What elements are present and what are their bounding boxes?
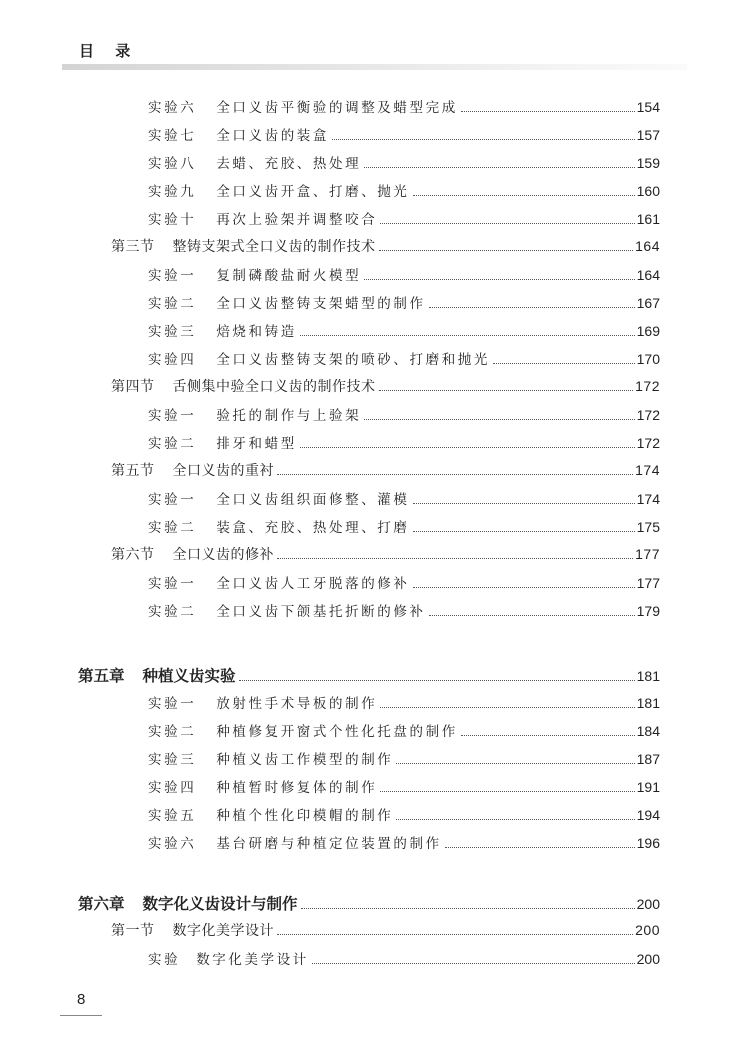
toc-leader-dots [300, 447, 635, 448]
toc-entry-number: 实验二 [148, 604, 197, 620]
toc-entry-title: 全口义齿下颌基托折断的修补 [216, 604, 426, 620]
header-rule [62, 64, 687, 70]
toc-entry-label [111, 920, 274, 940]
toc-leader-dots [277, 474, 633, 475]
toc-page-number: 172 [636, 435, 660, 451]
toc-entry-number: 实验八 [148, 156, 197, 172]
toc-entry-title: 全口义齿人工牙脱落的修补 [216, 576, 410, 592]
toc-entry-number: 实验一 [148, 408, 197, 424]
toc-entry-number: 第一节 [111, 923, 155, 939]
toc-page-number: 161 [636, 211, 660, 227]
toc-entry-number: 第四节 [111, 379, 155, 395]
toc-experiment-entry[interactable] [148, 292, 660, 320]
toc-entry-title: 全口义齿的装盒 [216, 128, 330, 144]
toc-entry-label [78, 892, 298, 914]
toc-entry-title: 焙烧和铸造 [216, 324, 297, 340]
toc-entry-label [148, 748, 393, 768]
toc-page-number: 200 [635, 922, 660, 938]
toc-leader-dots [379, 390, 634, 391]
toc-entry-number: 第五章 [78, 667, 125, 685]
toc-entry-label [148, 516, 410, 536]
toc-section-entry[interactable] [111, 920, 660, 948]
toc-page-number: 157 [636, 127, 660, 143]
toc-page-number: 184 [636, 723, 660, 739]
toc-leader-dots [380, 707, 634, 708]
toc-entry-label [148, 264, 361, 284]
toc-page-number: 169 [636, 323, 660, 339]
toc-page-number: 177 [635, 546, 660, 562]
toc-leader-dots [429, 307, 635, 308]
toc-entry-number: 实验一 [148, 696, 197, 712]
toc-leader-dots [301, 908, 635, 909]
toc-page-number: 170 [636, 351, 660, 367]
toc-entry-number: 实验三 [148, 752, 197, 768]
toc-experiment-entry[interactable] [148, 124, 660, 152]
toc-entry-label [148, 572, 410, 592]
toc-entry-number: 实验 [148, 952, 181, 968]
toc-entry-label [148, 804, 393, 824]
toc-leader-dots [332, 139, 635, 140]
toc-entry-title: 全口义齿整铸支架的喷砂、打磨和抛光 [216, 352, 491, 368]
toc-entry-label [148, 720, 458, 740]
toc-entry-number: 第六节 [111, 547, 155, 563]
toc-entry-title: 基台研磨与种植定位装置的制作 [216, 836, 442, 852]
toc-entry-title: 再次上验架并调整咬合 [216, 212, 378, 228]
toc-experiment-entry[interactable] [148, 264, 660, 292]
toc-section-entry[interactable] [111, 376, 660, 404]
toc-entry-title: 种植个性化印模帽的制作 [216, 808, 394, 824]
toc-entry-label [148, 776, 377, 796]
running-header: 目 录 [79, 42, 139, 60]
toc-entry-label [148, 348, 490, 368]
toc-entry-number: 实验三 [148, 324, 197, 340]
toc-leader-dots [396, 819, 634, 820]
toc-entry-number: 实验一 [148, 268, 197, 284]
toc-leader-dots [413, 587, 635, 588]
toc-leader-dots [445, 847, 635, 848]
toc-entry-title: 整铸支架式全口义齿的制作技术 [172, 239, 376, 255]
toc-entry-label [148, 948, 309, 968]
toc-entry-title: 放射性手术导板的制作 [216, 696, 378, 712]
toc-entry-label [148, 208, 377, 228]
toc-experiment-entry[interactable] [148, 692, 660, 720]
toc-leader-dots [277, 558, 633, 559]
toc-entry-title: 种植暂时修复体的制作 [216, 780, 378, 796]
toc-experiment-entry[interactable] [148, 600, 660, 628]
toc-leader-dots [429, 615, 635, 616]
toc-leader-dots [312, 963, 635, 964]
toc-experiment-entry[interactable] [148, 180, 660, 208]
toc-entry-title: 全口义齿开盒、打磨、抛光 [216, 184, 410, 200]
toc-entry-title: 排牙和蜡型 [216, 436, 297, 452]
toc-entry-label [111, 376, 376, 396]
toc-page-number: 167 [636, 295, 660, 311]
toc-page-number: 181 [636, 668, 660, 684]
toc-entry-number: 实验二 [148, 724, 197, 740]
toc-leader-dots [413, 531, 635, 532]
toc-page-number: 164 [635, 238, 660, 254]
toc-entry-title: 种植义齿工作模型的制作 [216, 752, 394, 768]
toc-experiment-entry[interactable] [148, 348, 660, 376]
toc-leader-dots [396, 763, 634, 764]
toc-experiment-entry[interactable] [148, 404, 660, 432]
toc-page-number: 160 [636, 183, 660, 199]
toc-entry-number: 实验二 [148, 520, 197, 536]
toc-entry-number: 实验九 [148, 184, 197, 200]
toc-entry-label [148, 124, 329, 144]
toc-leader-dots [364, 419, 634, 420]
toc-leader-dots [413, 503, 635, 504]
toc-entry-number: 实验一 [148, 576, 197, 592]
toc-page-number: 187 [636, 751, 660, 767]
toc-page-number: 154 [636, 99, 660, 115]
toc-entry-label [78, 664, 236, 686]
toc-entry-title: 全口义齿组织面修整、灌模 [216, 492, 410, 508]
toc-entry-number: 实验二 [148, 436, 197, 452]
toc-experiment-entry[interactable] [148, 776, 660, 804]
toc-entry-title: 全口义齿的重衬 [172, 463, 274, 479]
toc-entry-label [148, 404, 361, 424]
toc-entry-title: 数字化美学设计 [172, 923, 274, 939]
toc-entry-number: 第三节 [111, 239, 155, 255]
toc-page-number: 159 [636, 155, 660, 171]
toc-page-number: 194 [636, 807, 660, 823]
toc-entry-title: 验托的制作与上验架 [216, 408, 362, 424]
toc-page-number: 200 [636, 951, 660, 967]
toc-section-entry[interactable] [111, 460, 660, 488]
toc-page-number: 174 [636, 491, 660, 507]
toc-leader-dots [413, 195, 635, 196]
toc-entry-label [148, 180, 410, 200]
toc-entry-title: 舌侧集中验全口义齿的制作技术 [172, 379, 376, 395]
toc-leader-dots [300, 335, 635, 336]
toc-page-number: 164 [636, 267, 660, 283]
toc-entry-number: 第六章 [78, 895, 125, 913]
toc-page-number: 174 [635, 462, 660, 478]
toc-chapter-entry[interactable] [78, 664, 660, 692]
toc-entry-title: 种植修复开窗式个性化托盘的制作 [216, 724, 458, 740]
toc-entry-label [148, 320, 297, 340]
toc-experiment-entry[interactable] [148, 748, 660, 776]
toc-experiment-entry[interactable] [148, 208, 660, 236]
toc-entry-number: 实验五 [148, 808, 197, 824]
page-number: 8 [77, 991, 86, 1008]
toc-entry-number: 实验六 [148, 100, 197, 116]
toc-entry-number: 实验一 [148, 492, 197, 508]
toc-entry-label [111, 236, 376, 256]
toc-entry-label [148, 488, 410, 508]
toc-experiment-entry[interactable] [148, 804, 660, 832]
toc-entry-number: 实验四 [148, 780, 197, 796]
toc-experiment-entry[interactable] [148, 432, 660, 460]
toc-entry-number: 实验六 [148, 836, 197, 852]
toc-experiment-entry[interactable] [148, 488, 660, 516]
toc-entry-label [148, 692, 377, 712]
toc-entry-title: 去蜡、充胶、热处理 [216, 156, 362, 172]
toc-page-number: 191 [636, 779, 660, 795]
toc-page-number: 200 [636, 896, 660, 912]
toc-page-number: 181 [636, 695, 660, 711]
toc-entry-title: 数字化义齿设计与制作 [142, 895, 298, 913]
toc-entry-title: 全口义齿整铸支架蜡型的制作 [216, 296, 426, 312]
toc-experiment-entry[interactable] [148, 720, 660, 748]
toc-entry-title: 复制磷酸盐耐火模型 [216, 268, 362, 284]
toc-entry-label [148, 292, 426, 312]
toc-page-number: 177 [636, 575, 660, 591]
toc-experiment-entry[interactable] [148, 96, 660, 124]
toc-leader-dots [380, 791, 634, 792]
toc-leader-dots [493, 363, 635, 364]
toc-leader-dots [379, 250, 634, 251]
toc-entry-label [148, 600, 426, 620]
toc-page-number: 172 [635, 378, 660, 394]
toc-entry-label [148, 432, 297, 452]
toc-leader-dots [364, 167, 634, 168]
toc-leader-dots [239, 680, 635, 681]
toc-experiment-entry[interactable] [148, 152, 660, 180]
toc-entry-number: 实验七 [148, 128, 197, 144]
toc-entry-title: 全口义齿的修补 [172, 547, 274, 563]
toc-entry-number: 实验十 [148, 212, 197, 228]
toc-entry-label [148, 832, 442, 852]
toc-page-number: 179 [636, 603, 660, 619]
toc-experiment-entry[interactable] [148, 516, 660, 544]
toc-experiment-entry[interactable] [148, 320, 660, 348]
toc-page-number: 172 [636, 407, 660, 423]
toc-experiment-entry[interactable] [148, 832, 660, 860]
toc-entry-title: 种植义齿实验 [142, 667, 236, 685]
toc-entry-label [148, 152, 361, 172]
toc-entry-label [111, 460, 274, 480]
toc-experiment-entry[interactable] [148, 572, 660, 600]
page-number-rule [60, 1015, 102, 1016]
toc-leader-dots [461, 111, 635, 112]
toc-chapter-entry[interactable] [78, 892, 660, 920]
toc-page-number: 196 [636, 835, 660, 851]
toc-section-entry[interactable] [111, 236, 660, 264]
toc-entry-label [148, 96, 458, 116]
toc-entry-title: 全口义齿平衡验的调整及蜡型完成 [216, 100, 458, 116]
toc-entry-number: 实验二 [148, 296, 197, 312]
toc-entry-title: 数字化美学设计 [196, 952, 309, 968]
toc-leader-dots [380, 223, 634, 224]
toc-entry-number: 第五节 [111, 463, 155, 479]
toc-page-number: 175 [636, 519, 660, 535]
toc-entry-title: 装盒、充胶、热处理、打磨 [216, 520, 410, 536]
toc-entry-label [111, 544, 274, 564]
toc-experiment-entry[interactable] [148, 948, 660, 976]
toc-leader-dots [364, 279, 634, 280]
toc-leader-dots [461, 735, 635, 736]
toc-leader-dots [277, 934, 633, 935]
toc-section-entry[interactable] [111, 544, 660, 572]
toc-entry-number: 实验四 [148, 352, 197, 368]
